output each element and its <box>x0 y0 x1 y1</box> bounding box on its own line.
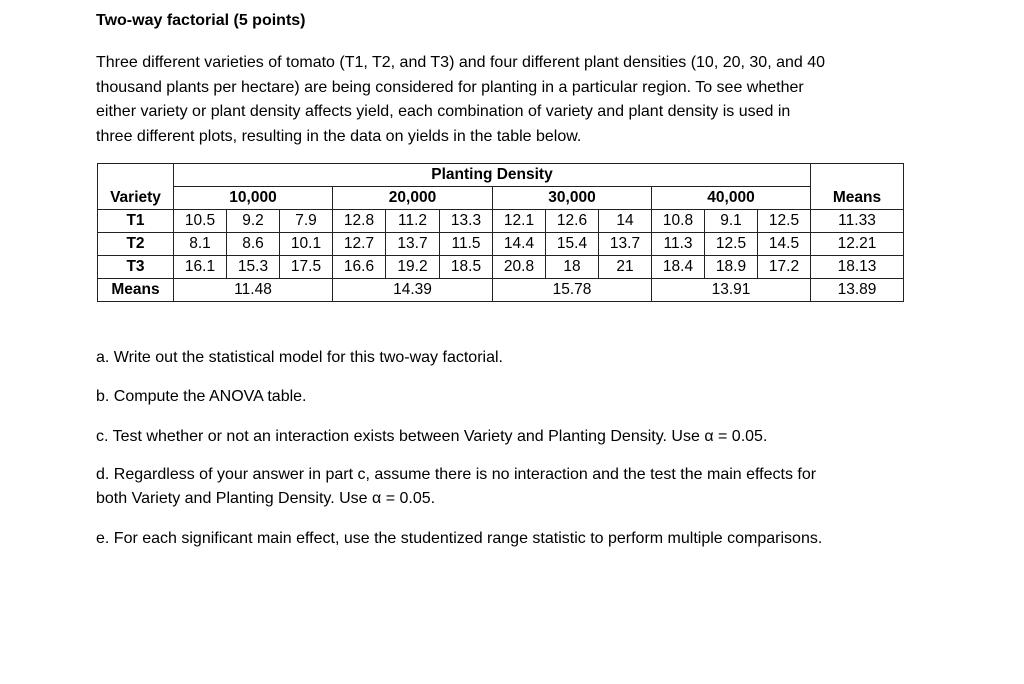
yield-cell: 13.7 <box>386 233 440 256</box>
yield-cell: 9.1 <box>705 210 758 233</box>
yield-cell: 12.1 <box>493 210 546 233</box>
yield-cell: 21 <box>599 256 652 279</box>
question-b <box>96 385 307 409</box>
means-header: Means <box>811 187 904 210</box>
table-header-row-1 <box>98 164 904 187</box>
yield-data-table <box>97 163 904 302</box>
table-row <box>98 256 904 279</box>
variety-header: Variety <box>98 187 174 210</box>
question-line: c. Test whether or not an interaction exists between Variety and Planting Density. Use α = 0.05. <box>96 428 768 445</box>
yield-cell: 19.2 <box>386 256 440 279</box>
density-mean: 15.78 <box>493 279 652 302</box>
variety-label: T3 <box>98 256 174 279</box>
density-header: 20,000 <box>333 187 493 210</box>
variety-mean: 11.33 <box>811 210 904 233</box>
means-row-label: Means <box>98 279 174 302</box>
yield-cell: 14.4 <box>493 233 546 256</box>
density-mean: 13.91 <box>652 279 811 302</box>
table-header-row-2 <box>98 187 904 210</box>
variety-mean: 18.13 <box>811 256 904 279</box>
yield-cell: 16.6 <box>333 256 386 279</box>
question-a <box>96 346 503 370</box>
yield-cell: 10.8 <box>652 210 705 233</box>
yield-cell: 16.1 <box>174 256 227 279</box>
yield-cell: 10.5 <box>174 210 227 233</box>
yield-cell: 8.6 <box>227 233 280 256</box>
grand-mean: 13.89 <box>811 279 904 302</box>
page-title: Two-way factorial (5 points) <box>96 12 306 29</box>
yield-cell: 17.5 <box>280 256 333 279</box>
yield-cell: 17.2 <box>758 256 811 279</box>
variety-label: T1 <box>98 210 174 233</box>
yield-cell: 12.8 <box>333 210 386 233</box>
intro-line: three different plots, resulting in the data on yields in the table below. <box>96 127 582 145</box>
density-header: 30,000 <box>493 187 652 210</box>
yield-cell: 20.8 <box>493 256 546 279</box>
yield-cell: 11.2 <box>386 210 440 233</box>
yield-cell: 15.3 <box>227 256 280 279</box>
question-e <box>96 527 822 551</box>
yield-cell: 12.5 <box>705 233 758 256</box>
yield-cell: 12.5 <box>758 210 811 233</box>
yield-cell: 18.9 <box>705 256 758 279</box>
variety-mean: 12.21 <box>811 233 904 256</box>
intro-paragraph <box>96 51 916 149</box>
yield-cell: 13.3 <box>440 210 493 233</box>
yield-cell: 7.9 <box>280 210 333 233</box>
yield-cell: 12.6 <box>546 210 599 233</box>
density-mean: 11.48 <box>174 279 333 302</box>
question-line: e. For each significant main effect, use the studentized range statistic to perform multiple comparisons. <box>96 530 823 547</box>
question-line: d. Regardless of your answer in part c, assume there is no interaction and the test the main effects for <box>96 466 817 483</box>
yield-cell: 10.1 <box>280 233 333 256</box>
yield-cell: 9.2 <box>227 210 280 233</box>
planting-density-header: Planting Density <box>174 164 811 187</box>
question-c <box>96 425 767 449</box>
question-line: a. Write out the statistical model for this two-way factorial. <box>96 349 503 366</box>
yield-cell: 15.4 <box>546 233 599 256</box>
yield-cell: 11.3 <box>652 233 705 256</box>
question-line: both Variety and Planting Density. Use α = 0.05. <box>96 490 436 507</box>
question-d <box>96 463 816 511</box>
yield-cell: 18.4 <box>652 256 705 279</box>
intro-line: either variety or plant density affects yield, each combination of variety and plant density is used in <box>96 103 791 120</box>
intro-line: Three different varieties of tomato (T1, T2, and T3) and four different plant densities (10, 20, 30, and 40 <box>96 54 826 71</box>
yield-cell: 18.5 <box>440 256 493 279</box>
yield-cell: 13.7 <box>599 233 652 256</box>
means-row <box>98 279 904 302</box>
yield-cell: 14 <box>599 210 652 233</box>
intro-line: thousand plants per hectare) are being considered for planting in a particular region. To see whether <box>96 78 804 96</box>
variety-label: T2 <box>98 233 174 256</box>
yield-cell: 14.5 <box>758 233 811 256</box>
header-blank-cell <box>811 164 904 187</box>
table-row <box>98 233 904 256</box>
table-row <box>98 210 904 233</box>
yield-cell: 8.1 <box>174 233 227 256</box>
density-header: 10,000 <box>174 187 333 210</box>
density-header: 40,000 <box>652 187 811 210</box>
yield-cell: 12.7 <box>333 233 386 256</box>
density-mean: 14.39 <box>333 279 493 302</box>
question-line: b. Compute the ANOVA table. <box>96 388 307 405</box>
header-blank-cell <box>98 164 174 187</box>
yield-cell: 11.5 <box>440 233 493 256</box>
yield-cell: 18 <box>546 256 599 279</box>
